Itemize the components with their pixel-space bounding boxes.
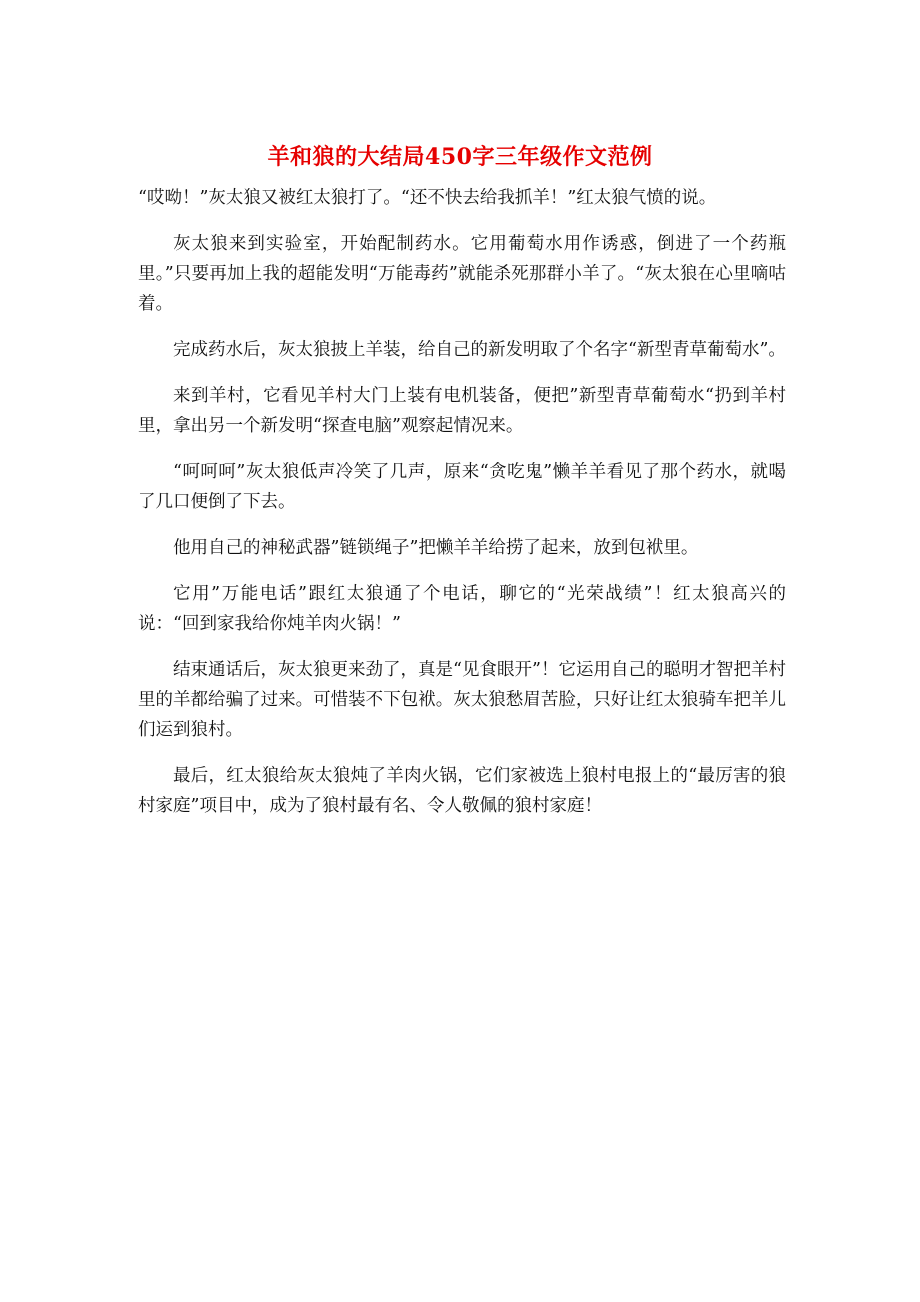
paragraph-6: 他用自己的神秘武器”链锁绳子”把懒羊羊给捞了起来，放到包袱里。	[173, 538, 699, 558]
document-title: 羊和狼的大结局450字三年级作文范例	[267, 144, 653, 170]
paragraph-9: 最后，红太狼给灰太狼炖了羊肉火锅，它们家被选上狼村电报上的“最厉害的狼村家庭”项目中，成为了狼村最有名、令人敬佩的狼村家庭！	[138, 766, 786, 816]
paragraph-8: 结束通话后，灰太狼更来劲了，真是“见食眼开”！它运用自己的聪明才智把羊村里的羊都给骗了过来。可惜装不下包袱。灰太狼愁眉苦脸，只好让红太狼骑车把羊儿们运到狼村。	[138, 660, 786, 740]
paragraph-4: 来到羊村，它看见羊村大门上装有电机装备，便把”新型青草葡萄水“扔到羊村里，拿出另一个新发明“探查电脑”观察起情况来。	[138, 386, 786, 436]
paragraph-3: 完成药水后，灰太狼披上羊装，给自己的新发明取了个名字“新型青草葡萄水”。	[173, 340, 786, 360]
paragraph-2: 灰太狼来到实验室，开始配制药水。它用葡萄水用作诱惑，倒进了一个药瓶里。”只要再加上我的超能发明“万能毒药”就能杀死那群小羊了。“灰太狼在心里嘀咕着。	[138, 234, 786, 314]
paragraph-7: 它用”万能电话”跟红太狼通了个电话，聊它的“光荣战绩”！红太狼高兴的说：“回到家我给你炖羊肉火锅！”	[138, 584, 786, 634]
paragraph-1: “哎呦！”灰太狼又被红太狼打了。“还不快去给我抓羊！”红太狼气愤的说。	[138, 188, 717, 208]
document-body	[138, 183, 786, 837]
paragraph-5: “呵呵呵”灰太狼低声冷笑了几声，原来“贪吃鬼”懒羊羊看见了那个药水，就喝了几口便倒了下去。	[138, 462, 786, 512]
